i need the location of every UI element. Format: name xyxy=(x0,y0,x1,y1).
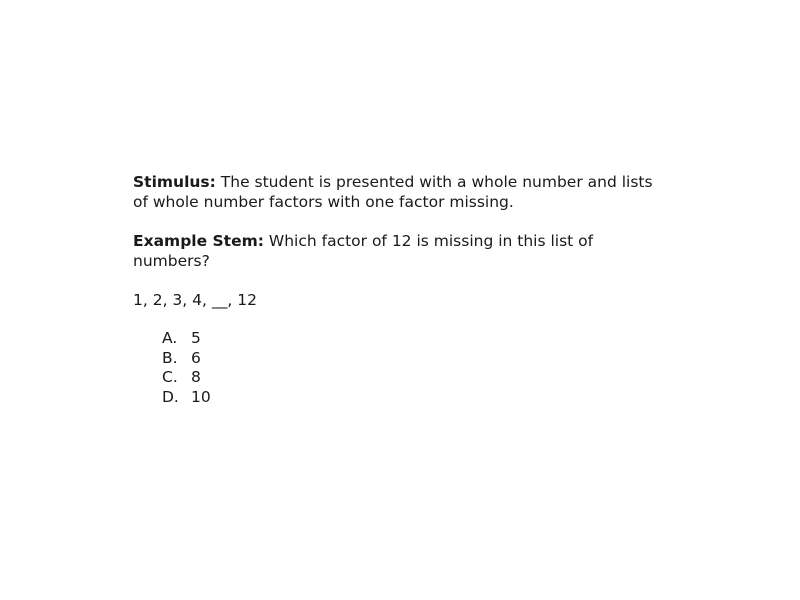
option-value: 5 xyxy=(191,329,201,347)
option-value: 6 xyxy=(191,348,201,367)
answer-option-c xyxy=(162,368,663,388)
example-stem-label: Example Stem: xyxy=(133,232,264,250)
spacer xyxy=(133,271,663,290)
option-letter: A. xyxy=(162,329,178,347)
stimulus-text: The student is presented with a whole number and lists of whole number factors with one factor missing. xyxy=(133,173,653,211)
example-stem-paragraph xyxy=(133,231,663,271)
number-sequence: 1, 2, 3, 4, __, 12 xyxy=(133,291,257,309)
answer-option-d xyxy=(162,388,663,408)
spacer xyxy=(133,310,663,329)
answer-option-a xyxy=(162,329,663,349)
option-letter: D. xyxy=(162,387,179,406)
stimulus-paragraph xyxy=(133,172,663,212)
stimulus-label: Stimulus: xyxy=(133,173,216,191)
answer-option-b xyxy=(162,349,663,369)
spacer xyxy=(133,212,663,231)
answer-options xyxy=(133,329,663,407)
example-stem-text: Which factor of 12 is missing in this list of numbers? xyxy=(133,232,594,270)
option-letter: C. xyxy=(162,368,178,386)
option-letter: B. xyxy=(162,348,178,367)
item-content xyxy=(133,172,663,407)
option-value: 8 xyxy=(191,368,201,386)
option-value: 10 xyxy=(191,387,211,406)
